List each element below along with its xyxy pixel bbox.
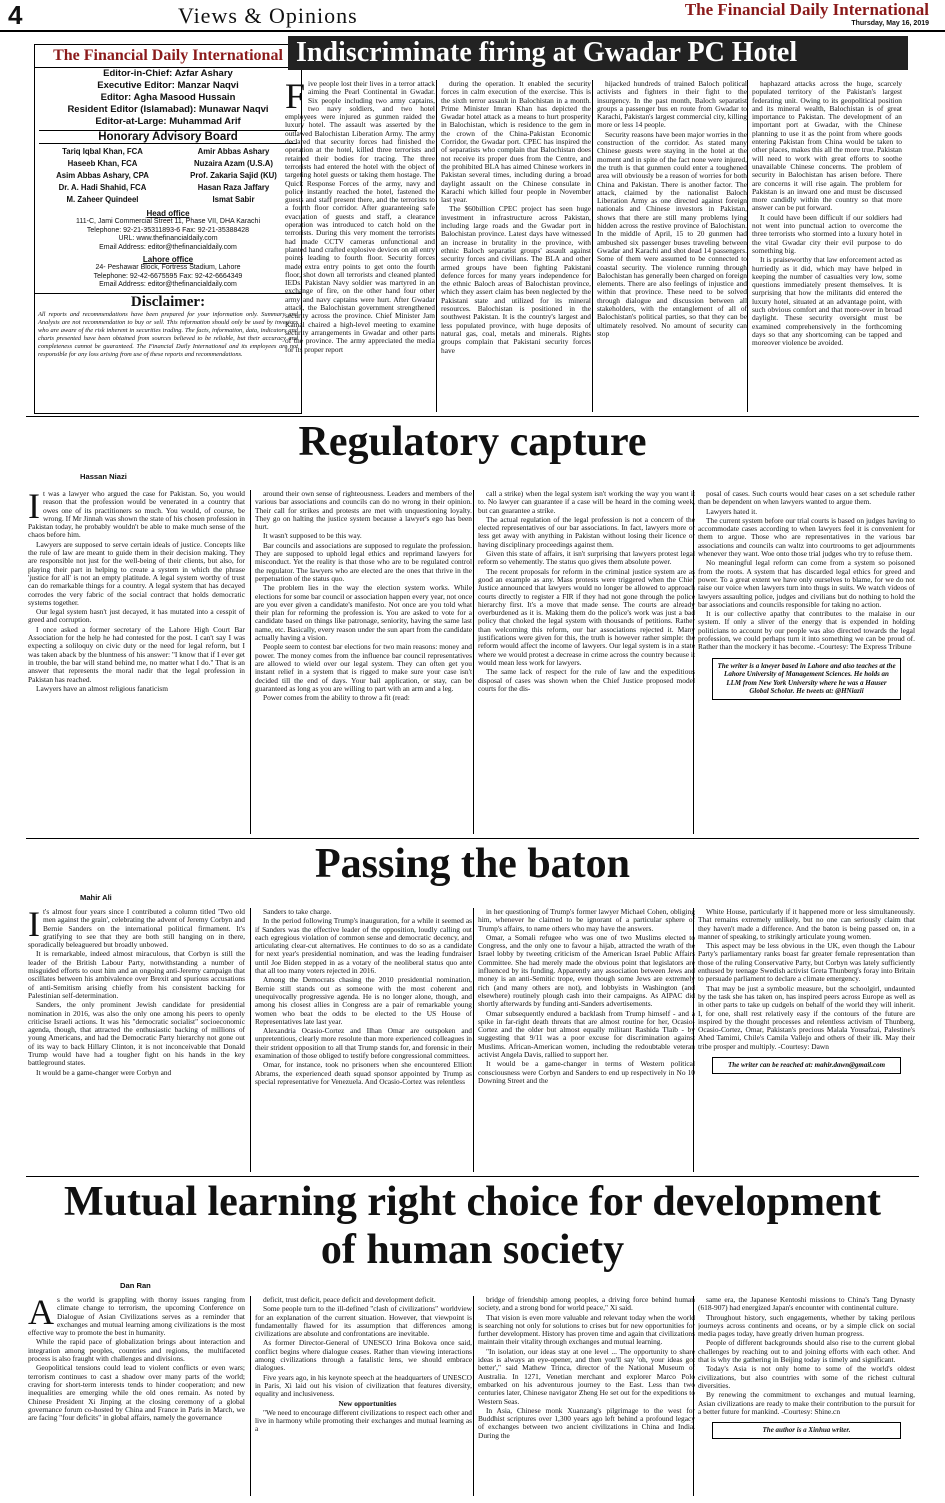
paragraph: The current system before our trial courts is based on judges having to accommodate cases according to when lawyers feel it is convenient for them to argue. Those who are representatives in the various bar associations and councils can waltz into courtrooms to get adjournments whenever they want. Woe onto those trial judges who try to refuse them. bbox=[698, 515, 915, 559]
paragraph: The $60billion CPEC project has seen huge investment in infrastructure across Pakistan, including large roads and the Gwadar port in Balochistan province. Latest days have witnessed an increase in brutality in the province, with ethnic Baloch separatist groups' assault against security forces and civilians. The BLA and other armed groups have been fighting Pakistani defence forces for many years independence for the ethnic Baloch areas of Balochistan province, which they assert claim has been neglected by the Pakistani state and utilized for its mineral resources. Balochistan is positioned in the southwest Pakistan. It is the country's largest and less populated province, with huge deposits of natural gas, coal, metals and minerals. Rights groups complain that Pakistani security forces have bbox=[441, 204, 591, 355]
article2-column bbox=[255, 908, 472, 1172]
advisory-board-member: Ismat Sabir bbox=[212, 195, 255, 204]
lahore-office-address bbox=[35, 264, 301, 290]
paragraph: People seem to contest bar elections for two main reasons: money and power. The money comes from the influence bar council representatives are allowed to wield over our legal system. They can often get you instant relief in a system that is rigged to make sure your case isn't decided till the end of days. Your bail application, or stay, can be guaranteed as long as you are willing to part with an arm and a leg. bbox=[255, 642, 472, 693]
address-line: Email Address: editor@thefinancialdaily.com bbox=[99, 243, 237, 251]
paragraph: in her questioning of Trump's former lawyer Michael Cohen, obliging him, whenever he claimed to be ignorant of a particular sphere of Trump's affairs, to name others who may have the answers. bbox=[478, 908, 695, 933]
paragraph: The same lack of respect for the rule of law and the expeditious disposal of cases was shown when the Chief Justice proposed model courts for the dis- bbox=[478, 667, 695, 693]
paragraph: Some people turn to the ill-defined "clash of civilizations" worldview for an explanation of the current situation. However, that viewpoint is fundamentally flawed for its assumption that differences among civilizations are absolute and confrontations are inevitable. bbox=[255, 1304, 472, 1339]
article1-byline: Hassan Niazi bbox=[80, 472, 127, 481]
editorial-column bbox=[441, 80, 591, 412]
paragraph: Power comes from the ability to throw a fit (read: bbox=[263, 693, 410, 703]
section-divider bbox=[26, 1176, 919, 1177]
section-divider bbox=[26, 838, 919, 839]
paragraph: The problem lies in the way the election system works. While elections for some bar council or association happen every year, not once are you ever given a candidate's manifesto. Not once are you told what their plan for reforming the profession is. You are asked to vote for a candidate based on things like patronage, seniority, having the same last name, etc. Basically, every reason under the sun apart from the candidate actually having a vision. bbox=[255, 583, 472, 643]
column-rule bbox=[693, 1296, 694, 1496]
drop-cap: I bbox=[28, 908, 40, 944]
section-divider bbox=[26, 416, 919, 417]
advisory-board-member: Haseeb Khan, FCA bbox=[67, 159, 138, 168]
article3-column bbox=[28, 1296, 245, 1496]
paragraph: The recent proposals for reform in the criminal justice system are as good an example as any. Mass protests were triggered when the Chief Justice announced that lawyers would no longer be allowed to approach courts directly to register a FIR if they had not gone through the police hierarchy first. It's a move that made sense. The courts are already overburdened as it is. Making them do the police's work was just a bad policy that choked the legal system with thousands of petitions. Rather than welcoming this reform, our bar associations rejected it. Many justifications were given for this, the truth is however rather simple: the reform would affect the income of lawyers. Our legal system is in a state where we would protest a decrease in crime across the country because it would mean less work for lawyers. bbox=[478, 566, 695, 667]
advisory-board-member: M. Zaheer Quindeel bbox=[66, 195, 139, 204]
editor-line: Resident Editor (Islamabad): Munawar Naqvi bbox=[67, 104, 269, 115]
paragraph: posal of cases. Such courts would hear cases on a set schedule rather than be dependent on when lawyers wanted to argue them. bbox=[698, 490, 915, 507]
paragraph: In Asia, Chinese monk Xuanzang's pilgrimage to the west for Buddhist scriptures over 1,300 years ago left behind a profound legacy of exchanges between two ancient civilizations in China and India. During the bbox=[478, 1405, 695, 1440]
paragraph: While the rapid pace of globalization brings about interaction and integration among peoples, countries and regions, the multifaceted process is also fraught with challenges and divisions. bbox=[28, 1337, 245, 1364]
paragraph: The actual regulation of the legal profession is not a concern of the elected representatives of our bar associations. In fact, lawyers more or less get away with anything in Pakistan without losing their licence or having disciplinary proceedings against them. bbox=[478, 514, 695, 549]
author-note: The writer can be reached at: mahir.dawn@gmail.com bbox=[712, 1057, 901, 1074]
paragraph-text: t's almost four years since I contributed a column titled 'Two old men against the grain', celebrating the advent of Jeremy Corbyn and Bernie Sanders on the international political firmament. It's gratifying to see that they are both still hanging on in there, sporadically beleaguered but broadly unbowed. bbox=[28, 908, 245, 950]
paragraph: As former Director-General of UNESCO Irina Bokova once said, conflict begins where dialogue ceases. Rather than viewing interactions among civilizations through a fatalistic lens, we should embrace dialogues. bbox=[255, 1338, 472, 1373]
paragraph: It wasn't supposed to be this way. bbox=[263, 531, 362, 541]
paragraph: "We need to encourage different civilizations to respect each other and live in harmony while promoting their exchanges and mutual learning as a bbox=[255, 1407, 472, 1434]
article2-headline: Passing the baton bbox=[314, 841, 631, 887]
paragraph: People of different backgrounds should also rise to the current global challenges by reaching out to and joining efforts with each other. And that is why the gathering in Beijing today is timely and significant. bbox=[698, 1338, 915, 1365]
paragraph: Lawyers have an almost religious fanaticism bbox=[36, 683, 168, 693]
editorial-column bbox=[597, 80, 747, 412]
masthead bbox=[685, 0, 929, 27]
issue-date: Thursday, May 16, 2019 bbox=[851, 20, 929, 27]
paragraph: Throughout history, such engagements, whether by taking perilous journeys across continents and oceans, or by a simple click on social media pages today, have greatly driven human progress. bbox=[698, 1312, 915, 1339]
paragraph: Lawyers hated it. bbox=[706, 506, 758, 516]
section-title: Views & Opinions bbox=[178, 3, 358, 28]
paragraph: same era, the Japanese Kentoshi missions to China's Tang Dynasty (618-907) had energized Japan's encounter with continental culture. bbox=[698, 1296, 915, 1313]
advisory-board-member: Asim Abbas Ashary, CPA bbox=[56, 171, 149, 180]
paragraph bbox=[28, 1296, 245, 1337]
paragraph bbox=[28, 490, 245, 540]
paragraph: Omar, for instance, took no prisoners when she encountered Elliott Abrams, the experienced death squad sponsor appointed by Trump as special representative for Venezuela. And Ocasio-Cortez was relentless bbox=[255, 1060, 472, 1086]
column-rule bbox=[693, 908, 694, 1172]
article1-column bbox=[28, 490, 245, 834]
column-rule bbox=[693, 490, 694, 834]
page-number: 4 bbox=[8, 0, 23, 30]
paragraph: Sanders, the only prominent Jewish candidate for presidential nomination in 2016, was also the only one among his peers to openly criticise Israeli actions. It was his "democratic socialist" socioeconomic agenda, though, that attracted the enthusiastic backing of millions of young Americans, and had the Democratic Party hierarchy not gone out of its way to back Hillary Clinton, it is not inconceivable that Donald Trump would have had a tougher fight on his hands in the key battleground states. bbox=[28, 1000, 245, 1068]
article1-column bbox=[478, 490, 695, 834]
address-line: 111-C, Jami Commercial Street 11, Phase VII, DHA Karachi bbox=[75, 218, 260, 225]
header-rule bbox=[0, 30, 945, 32]
advisory-board-member: Amir Abbas Ashary bbox=[197, 147, 270, 156]
drop-cap: F bbox=[285, 80, 306, 116]
paragraph-text: s the world is grappling with thorny issues ranging from climate change to terrorism, the upcoming Conference on Dialogue of Asian Civilizations serves as a reminder that exchanges and mutual learning among civilizations is the most effective way to promote the best in humanity. bbox=[28, 1296, 245, 1338]
column-rule bbox=[592, 80, 593, 412]
editor-list bbox=[35, 68, 301, 128]
advisory-board-member: Nuzaira Azam (U.S.A) bbox=[194, 159, 273, 168]
address-line: Telephone: 92-21-35311893-6 Fax: 92-21-35388428 bbox=[86, 226, 250, 234]
disclaimer-text: All reports and recommendations have been prepared for your information only. Summary and Analysis are not recommendation to buy or sell. This information should only be used by investors who are aware of the risk inherent in securities trading. The facts, information, data, indicators and charts presented have been obtained from sources believed to be reliable, but their accuracy and completeness cannot be guaranteed. The Financial Daily International and its employees are not responsible for any loss arising from use of these reports and recommendations. bbox=[38, 310, 298, 358]
paragraph bbox=[28, 908, 245, 949]
drop-cap: I bbox=[28, 490, 40, 526]
paragraph: "In isolation, our ideas stay at one level ... The opportunity to share ideas is always an eye-opener, and then you'll say 'oh, your ideas got better'," said Mathew Trinca, director of the National Museum of Australia. In 1271, Venetian merchant and explorer Marco Polo embarked on his adventurous journey to the East. Less than two centuries later, Chinese navigator Zheng He set out for the expeditions to Western Seas. bbox=[478, 1346, 695, 1406]
address-line: Telephone: 92-42-6675595 Fax: 92-42-6664349 bbox=[93, 272, 243, 280]
address-line: Email Address: editor@thefinancialdaily.com bbox=[99, 281, 237, 288]
paragraph: It would be a game-changer were Corbyn and bbox=[36, 1067, 172, 1077]
paragraph-text: ive people lost their lives in a terror attack aiming the Pearl Continental in Gwadar. Six people including two army captains, two navy soldiers, and two hotel employees were injured as gunmen raided the luxury hotel. The assault was asserted by the outlawed Balochistan Liberation Army. The army declared that security forces had finished the operation at the hotel, killed three terrorists and retained their bodies for tracing. The three terrorists had entered the hotel with the object of targeting hotel guests or taking them hostage. The Quick Response Forces of the army, navy and police instantly reached the hotel, fastened the guests and staff present there, and the terrorists to a fourth floor corridor. After guaranteeing safe evacuation of guests and staff, a clearance operation was introduced to catch hold on the terrorists. During this very moment the terrorists had made CCTV cameras unfunctional and planted hand crafted explosive devices on all entry points leading to fourth floor. Security forces made extra entry points to get onto the fourth floor, shot down all terrorists and cleaned planted IEDs. Pakistan Navy soldier was martyred in an exchange of fire, on the other hand four other army and navy captains were hurt. After Gwadar attack, the Balochistan government strengthened security across the province. Chief Minister Jam Kamal chaired a high-level meeting to examine security arrangements in Gwadar and other parts of the province. The army appreciated the media for its proper report bbox=[285, 80, 435, 354]
head-office-title: Head office bbox=[146, 209, 190, 218]
advisory-board-member: Dr. A. Hadi Shahid, FCA bbox=[58, 183, 147, 192]
column-rule bbox=[473, 490, 474, 834]
paragraph: It would be a game-changer in terms of Western political consciousness were Corbyn and Sanders to end up respectively in No 10 Downing Street and the bbox=[478, 1059, 695, 1085]
paragraph: This aspect may be less obvious in the UK, even though the Labour Party's parliamentary ranks boast far greater female representation than those of the ruling Conservative Party, but Corbyn was lately sufficiently enthused by teenage Swedish activist Greta Thunberg's foray into Britain to persuade parliament to declare a climate emergency. bbox=[698, 941, 915, 984]
paragraph: No meaningful legal reform can come from a system so poisoned from the roots. A system that has discarded legal ethics for greed and power. To a great extent we have only ourselves to blame, for we do not raise our voice when lawyers turn into thugs in suits. We watch videos of lawyers assaulting police, judges and civilians but do nothing to hold the bar associations and councils responsible for taking no action. bbox=[698, 558, 915, 609]
column-rule bbox=[250, 1296, 251, 1496]
article2-column bbox=[28, 908, 245, 1172]
paragraph: Five years ago, in his keynote speech at the headquarters of UNESCO in Paris, Xi laid out his vision of civilization that features diversity, equality and inclusiveness. bbox=[255, 1372, 472, 1399]
advisory-board-member: Hasan Raza Jaffary bbox=[197, 183, 270, 192]
article1-column bbox=[255, 490, 472, 834]
column-rule bbox=[747, 80, 748, 412]
paragraph-text: t was a lawyer who argued the case for Pakistan. So, you would reason that the profession would be venerated in a country that owes one of its practitioners so much. You would, of course, be wrong. If Mr Jinnah was shown the state of his chosen profession in Pakistan today, he probably wouldn't be able to make much sense of the chaos before him. bbox=[28, 490, 245, 540]
paragraph: By renewing the commitment to exchanges and mutual learning, Asian civilizations are ready to make their contribution to the pursuit for a better future for mankind. -Courtesy: Shine.cn bbox=[698, 1390, 915, 1416]
advisory-board-member: Tariq Iqbal Khan, FCA bbox=[62, 147, 143, 156]
article1-column bbox=[698, 490, 915, 834]
column-rule bbox=[473, 1296, 474, 1496]
article3-column bbox=[698, 1296, 915, 1496]
paragraph: Today's Asia is not only home to some of the world's oldest civilizations, but also countries with some of the richest cultural diversities. bbox=[698, 1364, 915, 1390]
paragraph: White House, particularly if it happened more or less simultaneously. That remains extremely unlikely, but no one can seriously claim that they haven't made a difference. And the baton is being passed on, in a manner of speaking, to strikingly articulate young women. bbox=[698, 908, 915, 941]
advisory-board-member: Prof. Zakaria Sajid (KU) bbox=[190, 171, 277, 180]
paragraph: bridge of friendship among peoples, a driving force behind human society, and a strong bond for world peace," Xi said. bbox=[478, 1296, 695, 1313]
paragraph: In the period following Trump's inauguration, for a while it seemed as if Sanders was the effective leader of the opposition, loudly calling out each egregious violation of common sense and democratic decency, and articulating clear-cut alternatives. He continues to do so as a candidate for next year's presidential nomination, and was the leading fundraiser until Joe Biden stepped in as a votary of the neoliberal status quo ante that all too many voters rejected in 2016. bbox=[255, 916, 472, 976]
paragraph: I once asked a former secretary of the Lahore High Court Bar Association for the help he had contested for the post. I can't say I was expecting a soliloquy on civic duty or the need for legal reform, but I was taken aback by the bluntness of his answer: "I know that if I ever get in trouble, the bar will stand behind me, no matter what I do." That is an answer that represents the moral nadir that the legal profession in Pakistan has reached. bbox=[28, 624, 245, 684]
paragraph: Given this state of affairs, it isn't surprising that lawyers protest legal reform so vehemently. The status quo gives them absolute power. bbox=[478, 549, 695, 567]
article3-headline-line1: Mutual learning right choice for development bbox=[64, 1179, 881, 1225]
paragraph: That vision is even more valuable and relevant today when the world is searching not only for solutions to crises but for new opportunities for further development. History has proven time and again that civilizations maintain their vitality through exchanges and mutual learning. bbox=[478, 1312, 695, 1347]
article3-column bbox=[478, 1296, 695, 1496]
paragraph: Alexandria Ocasio-Cortez and Ilhan Omar are outspoken and unpretentious, clearly more resolute than more experienced colleagues in their strident opposition to all that Trump stands for, and forensic in their examination of those obliged to testify before congressional committees. bbox=[255, 1026, 472, 1061]
paragraph: Lawyers are supposed to serve certain ideals of justice. Concepts like the rule of law are meant to guide them in their decision making. They are responsible not just for the well-being of their clients, but also, for playing their part in helping to create a system in which the phrase 'justice for all' is not an empty platitude. A legal system worthy of trust can do remarkable things for a country. A legal system that has decayed corrodes the very fabric of the social contract that holds democratic systems together. bbox=[28, 539, 245, 607]
paragraph: Omar subsequently endured a backlash from Trump himself - and a spike in far-right death threats that are almost routine for her, Ocasio-Cortez and the older but almost equally militant Rashida Tlaib - by suggesting that 9/11 was a poor excuse for discrimination against Muslims. African-American women, including the redoubtable veteran activist Angela Davis, rallied to support her. bbox=[478, 1008, 695, 1060]
head-office-address bbox=[35, 218, 301, 252]
paragraph: It could have been difficult if our soldiers had not went into punctual action to overcome the three terrorists who stormed into a luxury hotel in the vital Gwadar city their evil purpose to do something big. bbox=[752, 212, 902, 255]
column-rule bbox=[250, 908, 251, 1172]
paragraph: Our legal system hasn't just decayed, it has mutated into a cesspit of greed and corruption. bbox=[28, 607, 245, 625]
advisory-board-list bbox=[35, 146, 301, 206]
paragraph: New opportunities bbox=[338, 1398, 397, 1408]
article1-headline: Regulatory capture bbox=[298, 419, 647, 465]
editorial-column bbox=[285, 80, 435, 412]
paragraph bbox=[285, 80, 435, 354]
paragraph: It is remarkable, indeed almost miraculous, that Corbyn is still the leader of the British Labour Party, notwithstanding a number of misguided efforts to oust him and an ongoing anti-Jeremy campaign that oscillates between his ambivalence over Brexit and spurious accusations of anti-Semitism arising chiefly from his consistent backing for Palestinian self-determination. bbox=[28, 949, 245, 1000]
article3-byline: Dan Ran bbox=[120, 1281, 151, 1290]
paragraph: deficit, trust deficit, peace deficit and development deficit. bbox=[263, 1296, 436, 1304]
advisory-board-title: Honorary Advisory Board bbox=[39, 130, 297, 144]
paragraph: hijacked hundreds of trained Baloch political activists and fighters in their fight to the insurgency. In the past month, Baloch separatist groups a passenger bus en route from Gwadar to Karachi, Pakistan's largest commercial city, killing more or less 14 people. bbox=[597, 80, 747, 130]
column-rule bbox=[436, 80, 437, 412]
paragraph: haphazard attacks across the huge, scarcely populated territory of the Pakistan's largest federating unit. Owing to its geopolitical position and its mineral wealth, Balochistan is of great importance to Pakistan. The development of an important port at Gwadar, with the Chinese planning to use it as the point from where goods entering Pakistan from China would be taken to other places, makes this all the more true. Pakistan will need to work with great efforts to soothe unavailable Chinese concerns. The problem of security in Balochistan has arisen before. There are concerns it will rise again. The problem for Pakistan is an inward one and must be discussed more candidly within the country so that more answer can be put forward. bbox=[752, 80, 902, 213]
editorial-column bbox=[752, 80, 902, 412]
address-line: URL: www.thefinancialdaily.com bbox=[118, 235, 218, 242]
paragraph: Omar, a Somali refugee who was one of two Muslims elected to Congress, and the only one to favour a hijab, attracted the wrath of the Israel lobby by tweeting criticism of the American Israel Public Affairs Committee. She had merely made the obvious point that legislators are influenced by its funding. Apparently any association between Jews and money is an anti-Semitic trope, even though some Jews are extremely rich (and many others are not), and lobbyists in Washington (and elsewhere) routinely plough cash into their campaigns. As AIPAC did shortly afterwards by funding anti-Sanders advertisements. bbox=[478, 932, 695, 1009]
disclaimer-title: Disclaimer: bbox=[35, 293, 301, 311]
paragraph: call a strike) when the legal system isn't working the way you want it to. No lawyer can guarantee if a case will be heard in the coming week, but can guarantee a strike. bbox=[478, 490, 695, 515]
paragraph: during the operation. It enabled the security forces in calm execution of the exercise. This is the sixth terror assault in Balochistan in a month. Prime Minister Imran Khan has depicted the Gwadar hotel attack as a means to hurt prosperity in Balochistan, which is residence to the gem in the crown of the China-Pakistan Economic Corridor, the Gwadar port. CPEC has inspired the of separatists who complain that Balochistan does not receive its proper dues from the Centre, and the prohibited BLA has aimed Chinese workers in Pakistan several times, including during a broad daylight assault on the Chinese consulate in Karachi which killed four people in November last year. bbox=[441, 80, 591, 205]
paragraph: It is praiseworthy that law enforcement acted as hurriedly as it did, which may have helped in keeping the number of casualties very low, some questions immediately present themselves. It is surprising that how the militants did entered the luxury hotel, situated at an advantage point, with such obvious comfort and that more-over in broad daylight. These security oversight must be examined comprehensively in the forthcoming days so that any shortcoming can be tapped and moreover violence be avoided. bbox=[752, 255, 902, 348]
paragraph: Among the Democrats chasing the 2010 presidential nomination, Bernie still stands out as someone with the most coherent and unequivocally progressive agenda. He is no longer alone, though, and among his closest allies in Congress are a pair of remarkable young women who beat the odds to be elected to the US House of Representatives late last year. bbox=[255, 975, 472, 1026]
editor-line: Editor: Agha Masood Hussain bbox=[100, 92, 236, 103]
column-rule bbox=[473, 908, 474, 1172]
column-rule bbox=[250, 490, 251, 834]
staff-box bbox=[34, 44, 302, 414]
article2-column bbox=[478, 908, 695, 1172]
drop-cap: A bbox=[28, 1296, 54, 1332]
article3-headline-line2: of human society bbox=[320, 1227, 625, 1273]
article2-byline: Mahir Ali bbox=[80, 893, 112, 902]
paragraph: around their own sense of righteousness. Leaders and members of the various bar associations and councils can do no wrong in their opinion. Their call for strikes and protests are met with unquestioning loyalty. They go on halting the justice system because a lawyer's ego has been hurt. bbox=[255, 490, 472, 532]
paragraph: Security reasons have been major worries in the construction of the corridor. As stated many Chinese guests were staying in the hotel at the moment and in spite of the fact none were injured, the truth is that gunmen could enter a toughened area will obviously be a reason of worries for both China and Pakistan. There is another factor. The attack, claimed by the nationalist Baloch Liberation Army as one directed against foreign nationals and Chinese investors in Pakistan, shows that there are still many problems lying hidden across the restive province of Balochistan. In the middle of April, 15 to 20 gunmen had ambushed six passenger buses traveling between Gwadar and Karachi and shot dead 14 passengers. Some of them were assumed to be connected to coastal security. The violence running through Balochistan has generally been charged on foreign elements. There are also feelings of injustice and within that province. These need to be solved through dialogue and discussion between all stakeholders, with the entanglement of all of Balochistan's political parties, so that they can be ultimately resolved. No amount of security can stop bbox=[597, 129, 747, 338]
masthead-name: The Financial Daily International bbox=[684, 0, 929, 19]
author-note: The writer is a lawyer based in Lahore and also teaches at the Lahore University of Management Sciences. He holds an LLM from New York University where he was a Hauser Global Scholar. He tweets at: @HNiazii bbox=[712, 658, 901, 700]
article3-column bbox=[255, 1296, 472, 1496]
article2-column bbox=[698, 908, 915, 1172]
staff-paper-name: The Financial Daily International bbox=[35, 45, 301, 68]
paragraph: It is our collective apathy that contributes to the malaise in our system. If only a sliver of the energy that is expended in holding politicians to account by our people was also directed towards the legal profession, we could perhaps turn it into something we can be proud of. Rather than the mockery it has become. -Courtesy: The Express Tribune bbox=[698, 609, 915, 652]
author-note: The author is a Xinhua writer. bbox=[712, 1422, 901, 1439]
paragraph: Geopolitical tensions could lead to violent conflicts or even wars; terrorism continues to cast a shadow over many parts of the world; craving for short-term interests tends to hinder cooperation; and new inequalities are emerging while the old ones remain. As noted by Chinese President Xi Jinping at the closing ceremony of a global governance forum co-hosted by China and France in Paris in March, we are facing "four deficits" in global affairs, namely the governance bbox=[28, 1363, 245, 1423]
paragraph: Sanders to take charge. bbox=[263, 908, 332, 916]
editor-line: Editor-in-Chief: Azfar Ashary bbox=[103, 68, 233, 79]
paragraph: Bar councils and associations are supposed to regulate the profession. They are supposed to uphold legal ethics and reprimand lawyers for misconduct. Yet the reality is that those who are to be regulated control the regulator. The lawyers who are elected are the ones that thrive in the perpetuation of the status quo. bbox=[255, 540, 472, 583]
editorial-headline: Indiscriminate firing at Gwadar PC Hotel bbox=[288, 36, 908, 70]
editor-line: Editor-at-Large: Muhammad Arif bbox=[95, 116, 241, 127]
paragraph: That may be just a symbolic measure, but the schoolgirl, undaunted by the task she has taken on, has inspired peers across Europe as well as in other parts to take up cudgels on behalf of the world they will inherit. I, for one, shall rest relatively easy if the contours of the future are inspired by the thought processes and relentless activism of Thunberg, Ocasio-Cortez, Omar, Pakistan's precious Malala Yousafzai, Palestine's Ahed Tamimi, Chile's Camila Vallejo and others of their ilk. May their tribe prosper and multiply. -Courtesy: Dawn bbox=[698, 983, 915, 1051]
address-line: 24- Peshawar Block, Fortress Stadium, Lahore bbox=[95, 264, 241, 271]
lahore-office-title: Lahore office bbox=[142, 255, 194, 264]
editor-line: Executive Editor: Manzar Naqvi bbox=[97, 80, 239, 91]
